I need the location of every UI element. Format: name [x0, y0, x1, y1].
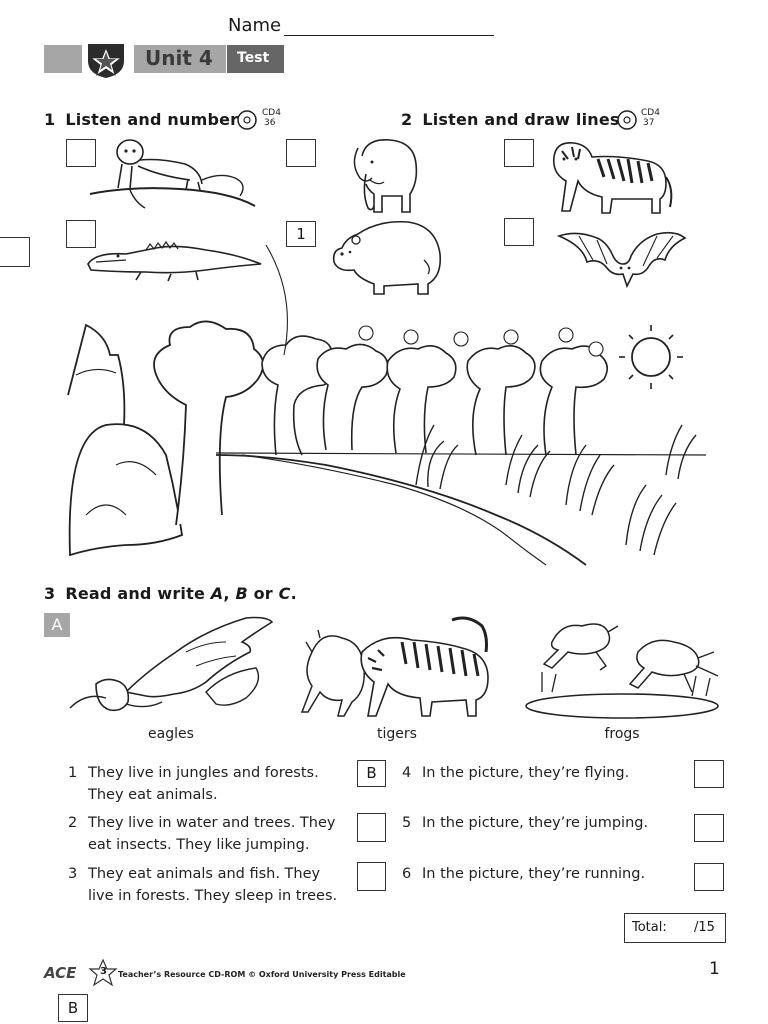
answer-box-6[interactable]	[694, 863, 724, 891]
option-a: A	[210, 584, 224, 603]
cd-track-number: 36	[264, 118, 276, 128]
logo-text: ACE	[44, 964, 77, 982]
question-text-line1: They live in water and trees. They	[88, 815, 336, 831]
question-number: 1	[68, 765, 78, 781]
cd-icon	[617, 109, 639, 131]
question-text-line1: In the picture, they’re jumping.	[422, 815, 649, 831]
question-number: 4	[402, 765, 412, 781]
cd-track-top: CD4	[641, 108, 660, 118]
option-c: C	[278, 584, 291, 603]
question-4	[402, 762, 682, 786]
corner-answer-box	[58, 994, 88, 1022]
question-text-line2: eat insects. They like jumping.	[88, 837, 310, 853]
tigers-illustration	[292, 612, 502, 722]
question-2	[68, 812, 358, 858]
section3-title	[44, 584, 297, 603]
caption-tigers: tigers	[377, 726, 417, 742]
elephant-illustration	[348, 134, 428, 220]
answer-box-3[interactable]	[357, 862, 386, 891]
total-score: /15	[694, 920, 715, 935]
question-text-line1: In the picture, they’re flying.	[422, 765, 630, 781]
cd-track-number: 37	[643, 118, 655, 128]
total-box	[624, 913, 726, 943]
margin-box	[0, 237, 30, 267]
line-box-tiger[interactable]	[504, 139, 534, 167]
ace-logo	[44, 958, 116, 988]
caption-eagles: eagles	[148, 726, 194, 742]
star-shield-icon	[82, 39, 130, 79]
page-number: 1	[709, 959, 720, 979]
question-1	[68, 762, 358, 808]
section3-instruction-start: Read and write	[65, 584, 211, 603]
tiger-illustration	[548, 137, 678, 219]
question-text-line1: They eat animals and fish. They	[88, 866, 321, 882]
eagles-illustration	[66, 612, 276, 722]
section3-separator: or	[247, 584, 279, 603]
question-text-line2: They eat animals.	[88, 787, 218, 803]
total-label: Total:	[632, 920, 667, 935]
answer-box-4[interactable]	[694, 760, 724, 788]
answer-box-2[interactable]	[357, 813, 386, 842]
unit-title: Unit 4	[145, 46, 213, 70]
crocodile-illustration	[86, 234, 266, 284]
section1-instruction: Listen and number	[65, 110, 239, 129]
footer-credit: Teacher’s Resource CD-ROM © Oxford University Press Editable	[118, 970, 406, 979]
number-box-hippo[interactable]: 1	[286, 221, 316, 247]
cd-track-top: CD4	[262, 108, 281, 118]
caption-frogs: frogs	[604, 726, 640, 742]
name-label: Name	[228, 15, 282, 36]
section3-number: 3	[44, 584, 56, 603]
question-text-line1: In the picture, they’re running.	[422, 866, 646, 882]
hippo-illustration	[328, 214, 448, 298]
question-number: 2	[68, 815, 78, 831]
section3-separator: ,	[223, 584, 236, 603]
jungle-scene-illustration	[66, 315, 706, 565]
logo-number: 3	[100, 966, 107, 977]
question-6	[402, 863, 682, 887]
section3-instruction-end: .	[290, 584, 297, 603]
line-box-bat[interactable]	[504, 218, 534, 246]
unit-banner	[44, 40, 284, 76]
option-b: B	[235, 584, 248, 603]
question-number: 6	[402, 866, 412, 882]
monkey-illustration	[90, 134, 260, 214]
number-box-elephant[interactable]	[286, 139, 316, 167]
name-field[interactable]	[284, 14, 494, 36]
answer-box-5[interactable]	[694, 814, 724, 842]
section1-title	[44, 110, 238, 129]
answer-box-1[interactable]: B	[357, 760, 386, 787]
picture-label-text: A	[51, 615, 63, 634]
section2-number: 2	[401, 110, 413, 129]
question-text-line1: They live in jungles and forests.	[88, 765, 319, 781]
section1-number: 1	[44, 110, 56, 129]
frogs-illustration	[522, 612, 732, 722]
cd-icon	[237, 109, 259, 131]
question-number: 3	[68, 866, 78, 882]
corner-answer-text: B	[67, 999, 79, 1017]
question-text-line2: live in forests. They sleep in trees.	[88, 888, 338, 904]
test-badge: Test	[237, 50, 270, 66]
question-number: 5	[402, 815, 412, 831]
section2-instruction: Listen and draw lines	[422, 110, 620, 129]
question-3	[68, 863, 358, 909]
question-5	[402, 812, 682, 836]
bat-illustration	[557, 224, 687, 290]
section2-title	[401, 110, 620, 129]
